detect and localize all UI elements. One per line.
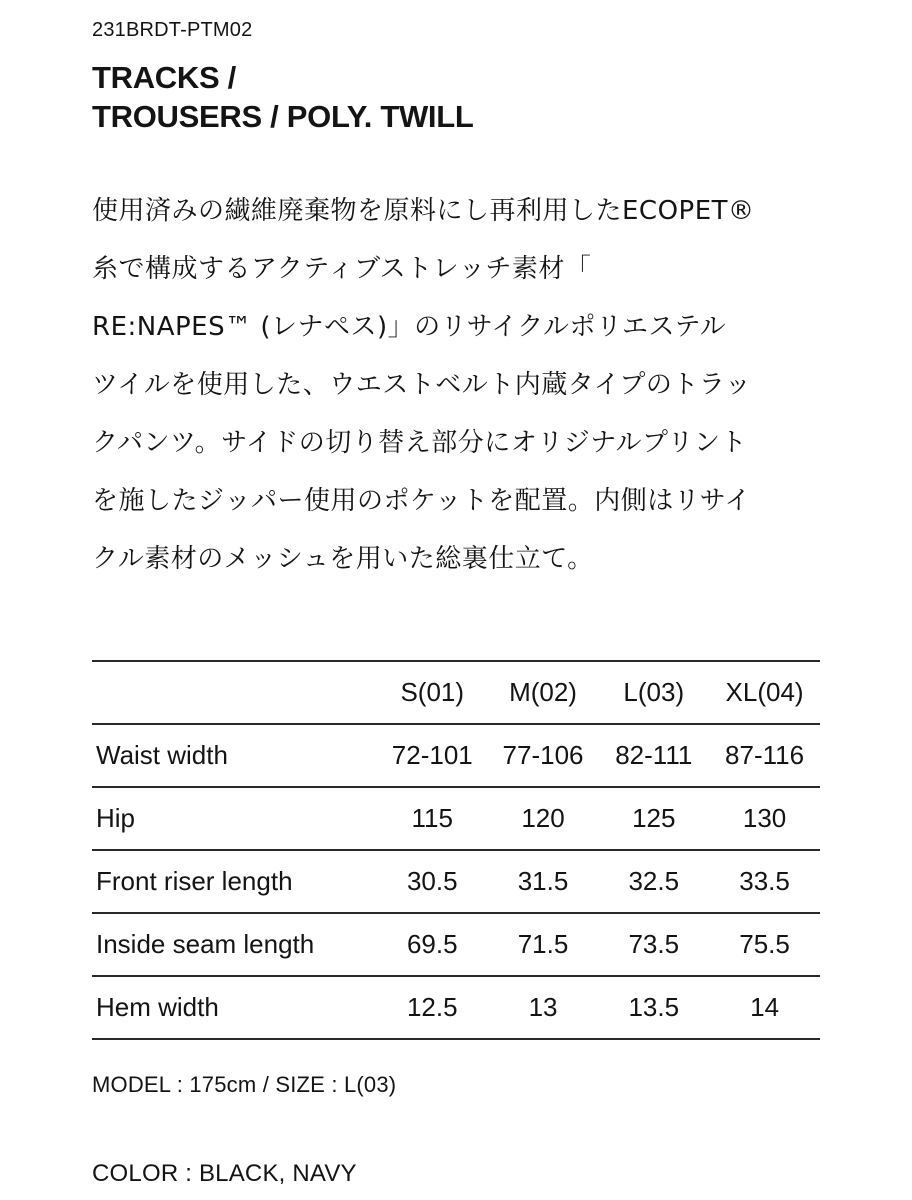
row-label: Inside seam length <box>96 929 315 959</box>
cell-value: 71.5 <box>517 929 569 959</box>
cell-value: 14 <box>750 992 780 1022</box>
product-code: 231BRDT-PTM02 <box>92 19 253 41</box>
cell-value: 77-106 <box>502 740 584 770</box>
cell-value: 125 <box>632 803 676 833</box>
size-header-xl: XL(04) <box>725 677 804 707</box>
description-line: クル素材のメッシュを用いた総裏仕立て。 <box>92 544 594 574</box>
cell-value: 31.5 <box>517 866 569 896</box>
product-description <box>92 182 832 588</box>
size-header-s: S(01) <box>400 677 465 707</box>
description-line: ツイルを使用した、ウエストベルト内蔵タイプのトラッ <box>92 370 752 400</box>
cell-value: 69.5 <box>406 929 458 959</box>
size-header-l: L(03) <box>623 677 685 707</box>
cell-value: 87-116 <box>725 740 805 770</box>
description-line: 糸で構成するアクティブストレッチ素材「 <box>92 254 592 284</box>
size-table <box>92 660 820 1040</box>
table-row <box>92 724 820 787</box>
product-title-line: TROUSERS / POLY. TWILL <box>92 99 474 134</box>
cell-value: 115 <box>411 803 453 833</box>
row-label: Hip <box>96 803 136 833</box>
cell-value: 12.5 <box>406 992 458 1022</box>
size-header-blank <box>92 661 377 724</box>
table-row <box>92 787 820 850</box>
size-header-m: M(02) <box>509 677 577 707</box>
description-line: を施したジッパー使用のポケットを配置。内側はリサイ <box>92 486 751 516</box>
model-info: MODEL : 175cm / SIZE : L(03) <box>92 1072 397 1097</box>
cell-value: 120 <box>521 803 565 833</box>
table-row <box>92 976 820 1039</box>
row-label: Front riser length <box>96 866 293 896</box>
cell-value: 32.5 <box>628 866 680 896</box>
size-header-row <box>92 661 820 724</box>
cell-value: 72-101 <box>391 740 473 770</box>
cell-value: 13 <box>528 992 558 1022</box>
table-row <box>92 913 820 976</box>
cell-value: 130 <box>742 803 787 833</box>
product-title-line: TRACKS / <box>92 60 236 95</box>
cell-value: 73.5 <box>628 929 680 959</box>
cell-value: 33.5 <box>739 866 790 896</box>
cell-value: 13.5 <box>628 992 680 1022</box>
cell-value: 82-111 <box>615 740 693 770</box>
cell-value: 75.5 <box>739 929 790 959</box>
description-line: RE:NAPES™ (レナペス)」のリサイクルポリエステル <box>92 312 727 342</box>
product-title <box>92 58 474 136</box>
row-label: Hem width <box>96 992 219 1022</box>
cell-value: 30.5 <box>406 866 458 896</box>
description-line: クパンツ。サイドの切り替え部分にオリジナルプリント <box>92 428 747 458</box>
row-label: Waist width <box>96 740 228 770</box>
color-info: COLOR : BLACK, NAVY <box>92 1160 357 1187</box>
description-line: 使用済みの繊維廃棄物を原料にし再利用したECOPET® <box>92 196 755 226</box>
table-row <box>92 850 820 913</box>
